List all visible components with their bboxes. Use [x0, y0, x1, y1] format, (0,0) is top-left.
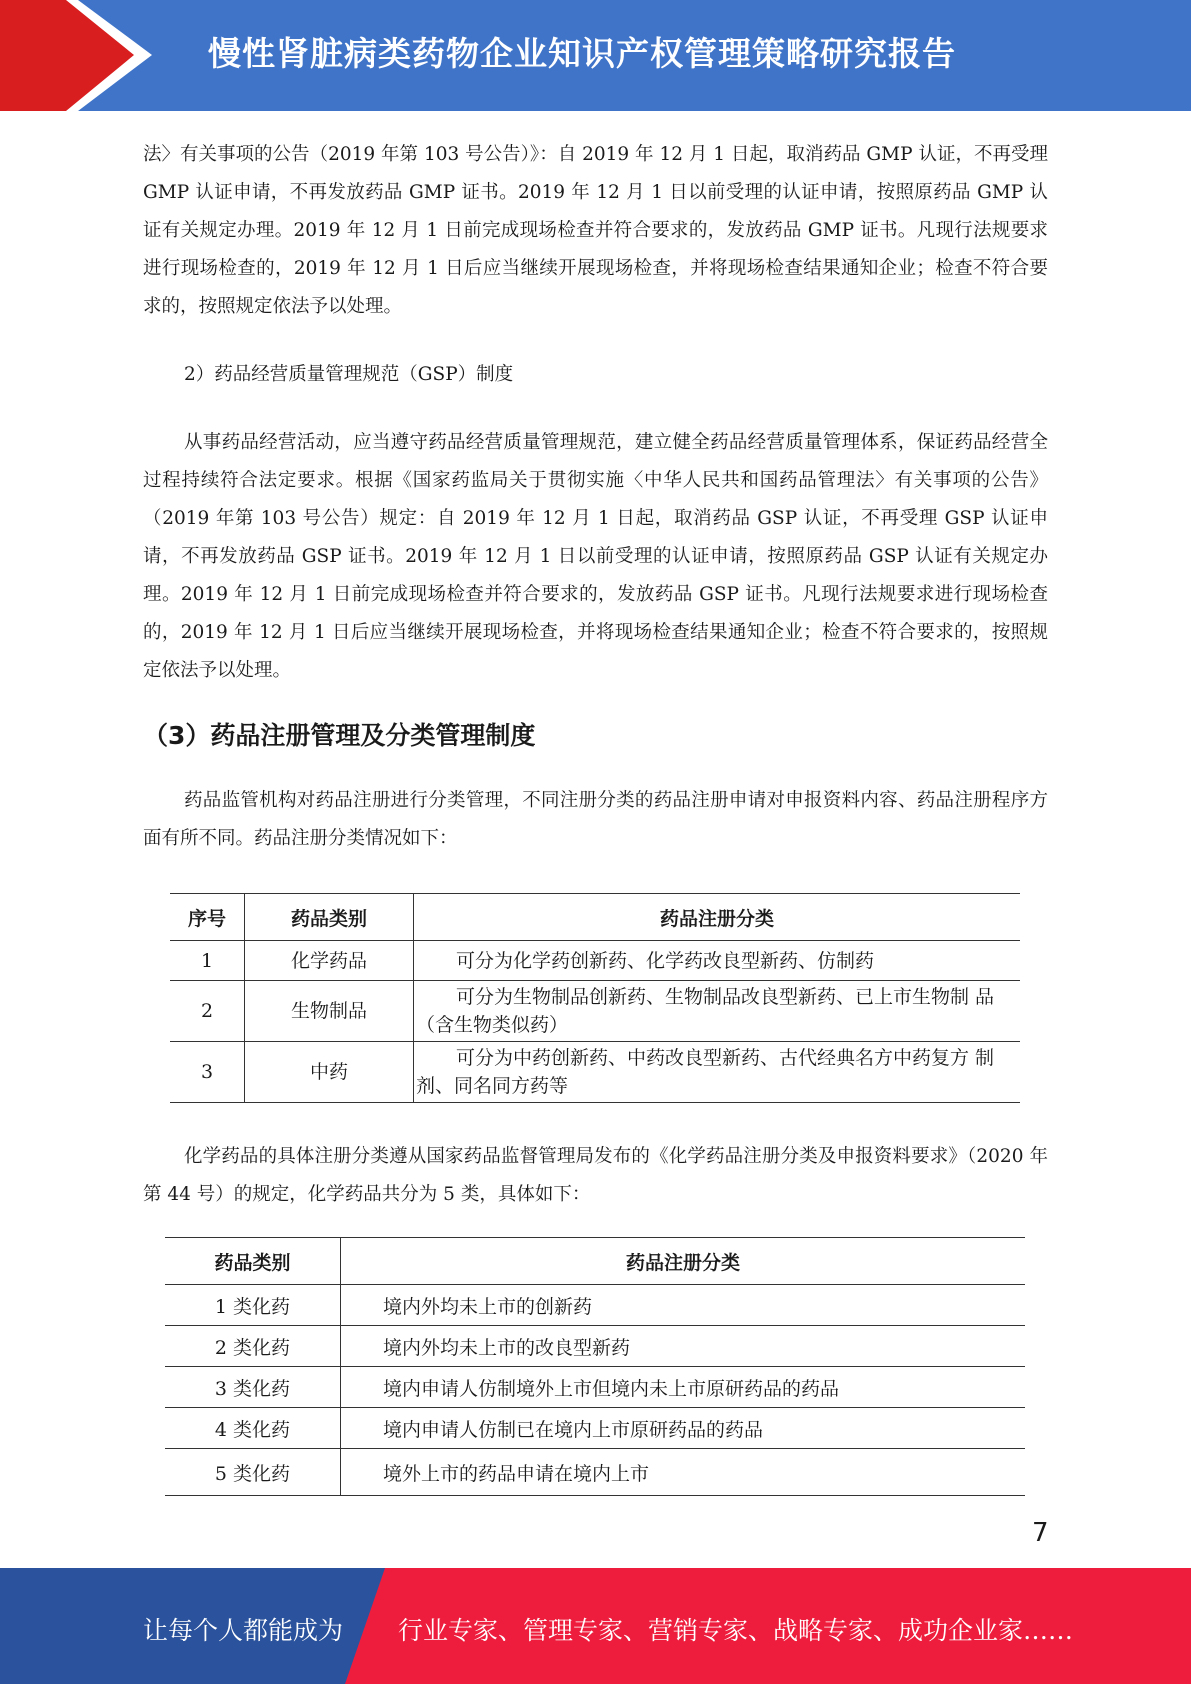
page-footer — [0, 1568, 1191, 1684]
row-desc: 境内申请人仿制境外上市但境内未上市原研药品的药品 — [341, 1367, 1026, 1408]
row-desc: 境外上市的药品申请在境内上市 — [341, 1449, 1026, 1496]
column-header-no: 序号 — [170, 894, 245, 941]
row-desc: 可分为中药创新药、中药改良型新药、古代经典名方中药复方 制剂、同名同方药等 — [416, 1047, 995, 1097]
table-row — [165, 1326, 1025, 1367]
row-desc: 境内申请人仿制已在境内上市原研药品的药品 — [341, 1408, 1026, 1449]
row-category: 3 类化药 — [165, 1367, 341, 1408]
footer-slogan-left: 让每个人都能成为 — [143, 1616, 344, 1645]
row-desc: 境内外均未上市的改良型新药 — [341, 1326, 1026, 1367]
section-heading-registration: （3）药品注册管理及分类管理制度 — [143, 721, 536, 750]
row-category: 4 类化药 — [165, 1408, 341, 1449]
row-no: 2 — [170, 981, 245, 1042]
row-category: 生物制品 — [245, 981, 414, 1042]
table-row — [165, 1285, 1025, 1326]
paragraph-chemical-drugs: 化学药品的具体注册分类遵从国家药品监督管理局发布的《化学药品注册分类及申报资料要求》（2020 年第 44 号）的规定，化学药品共分为 5 类，具体如下： — [143, 1146, 1048, 1205]
page-number: 7 — [1032, 1518, 1049, 1548]
row-category: 化学药品 — [245, 941, 414, 981]
subheading-gsp: 2）药品经营质量管理规范（GSP）制度 — [184, 364, 514, 385]
row-desc: 可分为化学药创新药、化学药改良型新药、仿制药 — [456, 949, 875, 972]
column-header-category: 药品类别 — [165, 1238, 341, 1285]
row-category: 2 类化药 — [165, 1326, 341, 1367]
paragraph-gmp: 法〉有关事项的公告（2019 年第 103 号公告）》：自 2019 年 12 月 1 日起，取消药品 GMP 认证，不再受理 GMP 认证申请，不再发放药品 GMP 证书。2019 年 12 月 1 日以前受理的认证申请，按照原药品 GMP 认证有关规定办理。2019 年 12 月 1 日前完成现场检查并符合要求的，发放药品 GMP 证书。凡现行法规要求进行现场检查的，2019 年 12 月 1 日后应当继续开展现场检查，并将现场检查结果通知企业；检查不符合要求的，按照规定依法予以处理。 — [143, 144, 1048, 317]
page-header — [0, 0, 1191, 111]
main-content — [143, 136, 1048, 858]
header-red-arrow-decoration — [0, 0, 135, 111]
chemical-drug-class-table — [165, 1237, 1025, 1496]
table-header-row — [165, 1238, 1025, 1285]
paragraph-registration-intro: 药品监管机构对药品注册进行分类管理，不同注册分类的药品注册申请对申报资料内容、药品注册程序方面有所不同。药品注册分类情况如下： — [143, 790, 1048, 849]
table-header-row — [170, 894, 1020, 941]
row-desc: 境内外均未上市的创新药 — [341, 1285, 1026, 1326]
row-category: 中药 — [245, 1042, 414, 1103]
paragraph-gsp: 从事药品经营活动，应当遵守药品经营质量管理规范，建立健全药品经营质量管理体系，保证药品经营全过程持续符合法定要求。根据《国家药监局关于贯彻实施〈中华人民共和国药品管理法〉有关事项的公告》（2019 年第 103 号公告）规定：自 2019 年 12 月 1 日起，取消药品 GSP 认证，不再受理 GSP 认证申请，不再发放药品 GSP 证书。2019 年 12 月 1 日以前受理的认证申请，按照原药品 GSP 认证有关规定办理。2019 年 12 月 1 日前完成现场检查并符合要求的，发放药品 GSP 证书。凡现行法规要求进行现场检查的，2019 年 12 月 1 日后应当继续开展现场检查，并将现场检查结果通知企业；检查不符合要求的，按照规定依法予以处理。 — [143, 432, 1048, 681]
table-row — [170, 1042, 1020, 1103]
row-desc: 可分为生物制品创新药、生物制品改良型新药、已上市生物制 品（含生物类似药） — [416, 986, 995, 1036]
row-no: 1 — [170, 941, 245, 981]
table-row — [170, 981, 1020, 1042]
column-header-registration: 药品注册分类 — [341, 1238, 1026, 1285]
row-category: 1 类化药 — [165, 1285, 341, 1326]
table-row — [165, 1408, 1025, 1449]
table-row — [165, 1367, 1025, 1408]
registration-category-table — [170, 893, 1020, 1103]
table-row — [165, 1449, 1025, 1496]
row-category: 5 类化药 — [165, 1449, 341, 1496]
footer-slogan-right: 行业专家、管理专家、营销专家、战略专家、成功企业家…… — [398, 1616, 1074, 1645]
report-title: 慢性肾脏病类药物企业知识产权管理策略研究报告 — [208, 34, 956, 73]
row-no: 3 — [170, 1042, 245, 1103]
table-row — [170, 941, 1020, 981]
column-header-category: 药品类别 — [245, 894, 414, 941]
column-header-registration: 药品注册分类 — [414, 894, 1021, 941]
